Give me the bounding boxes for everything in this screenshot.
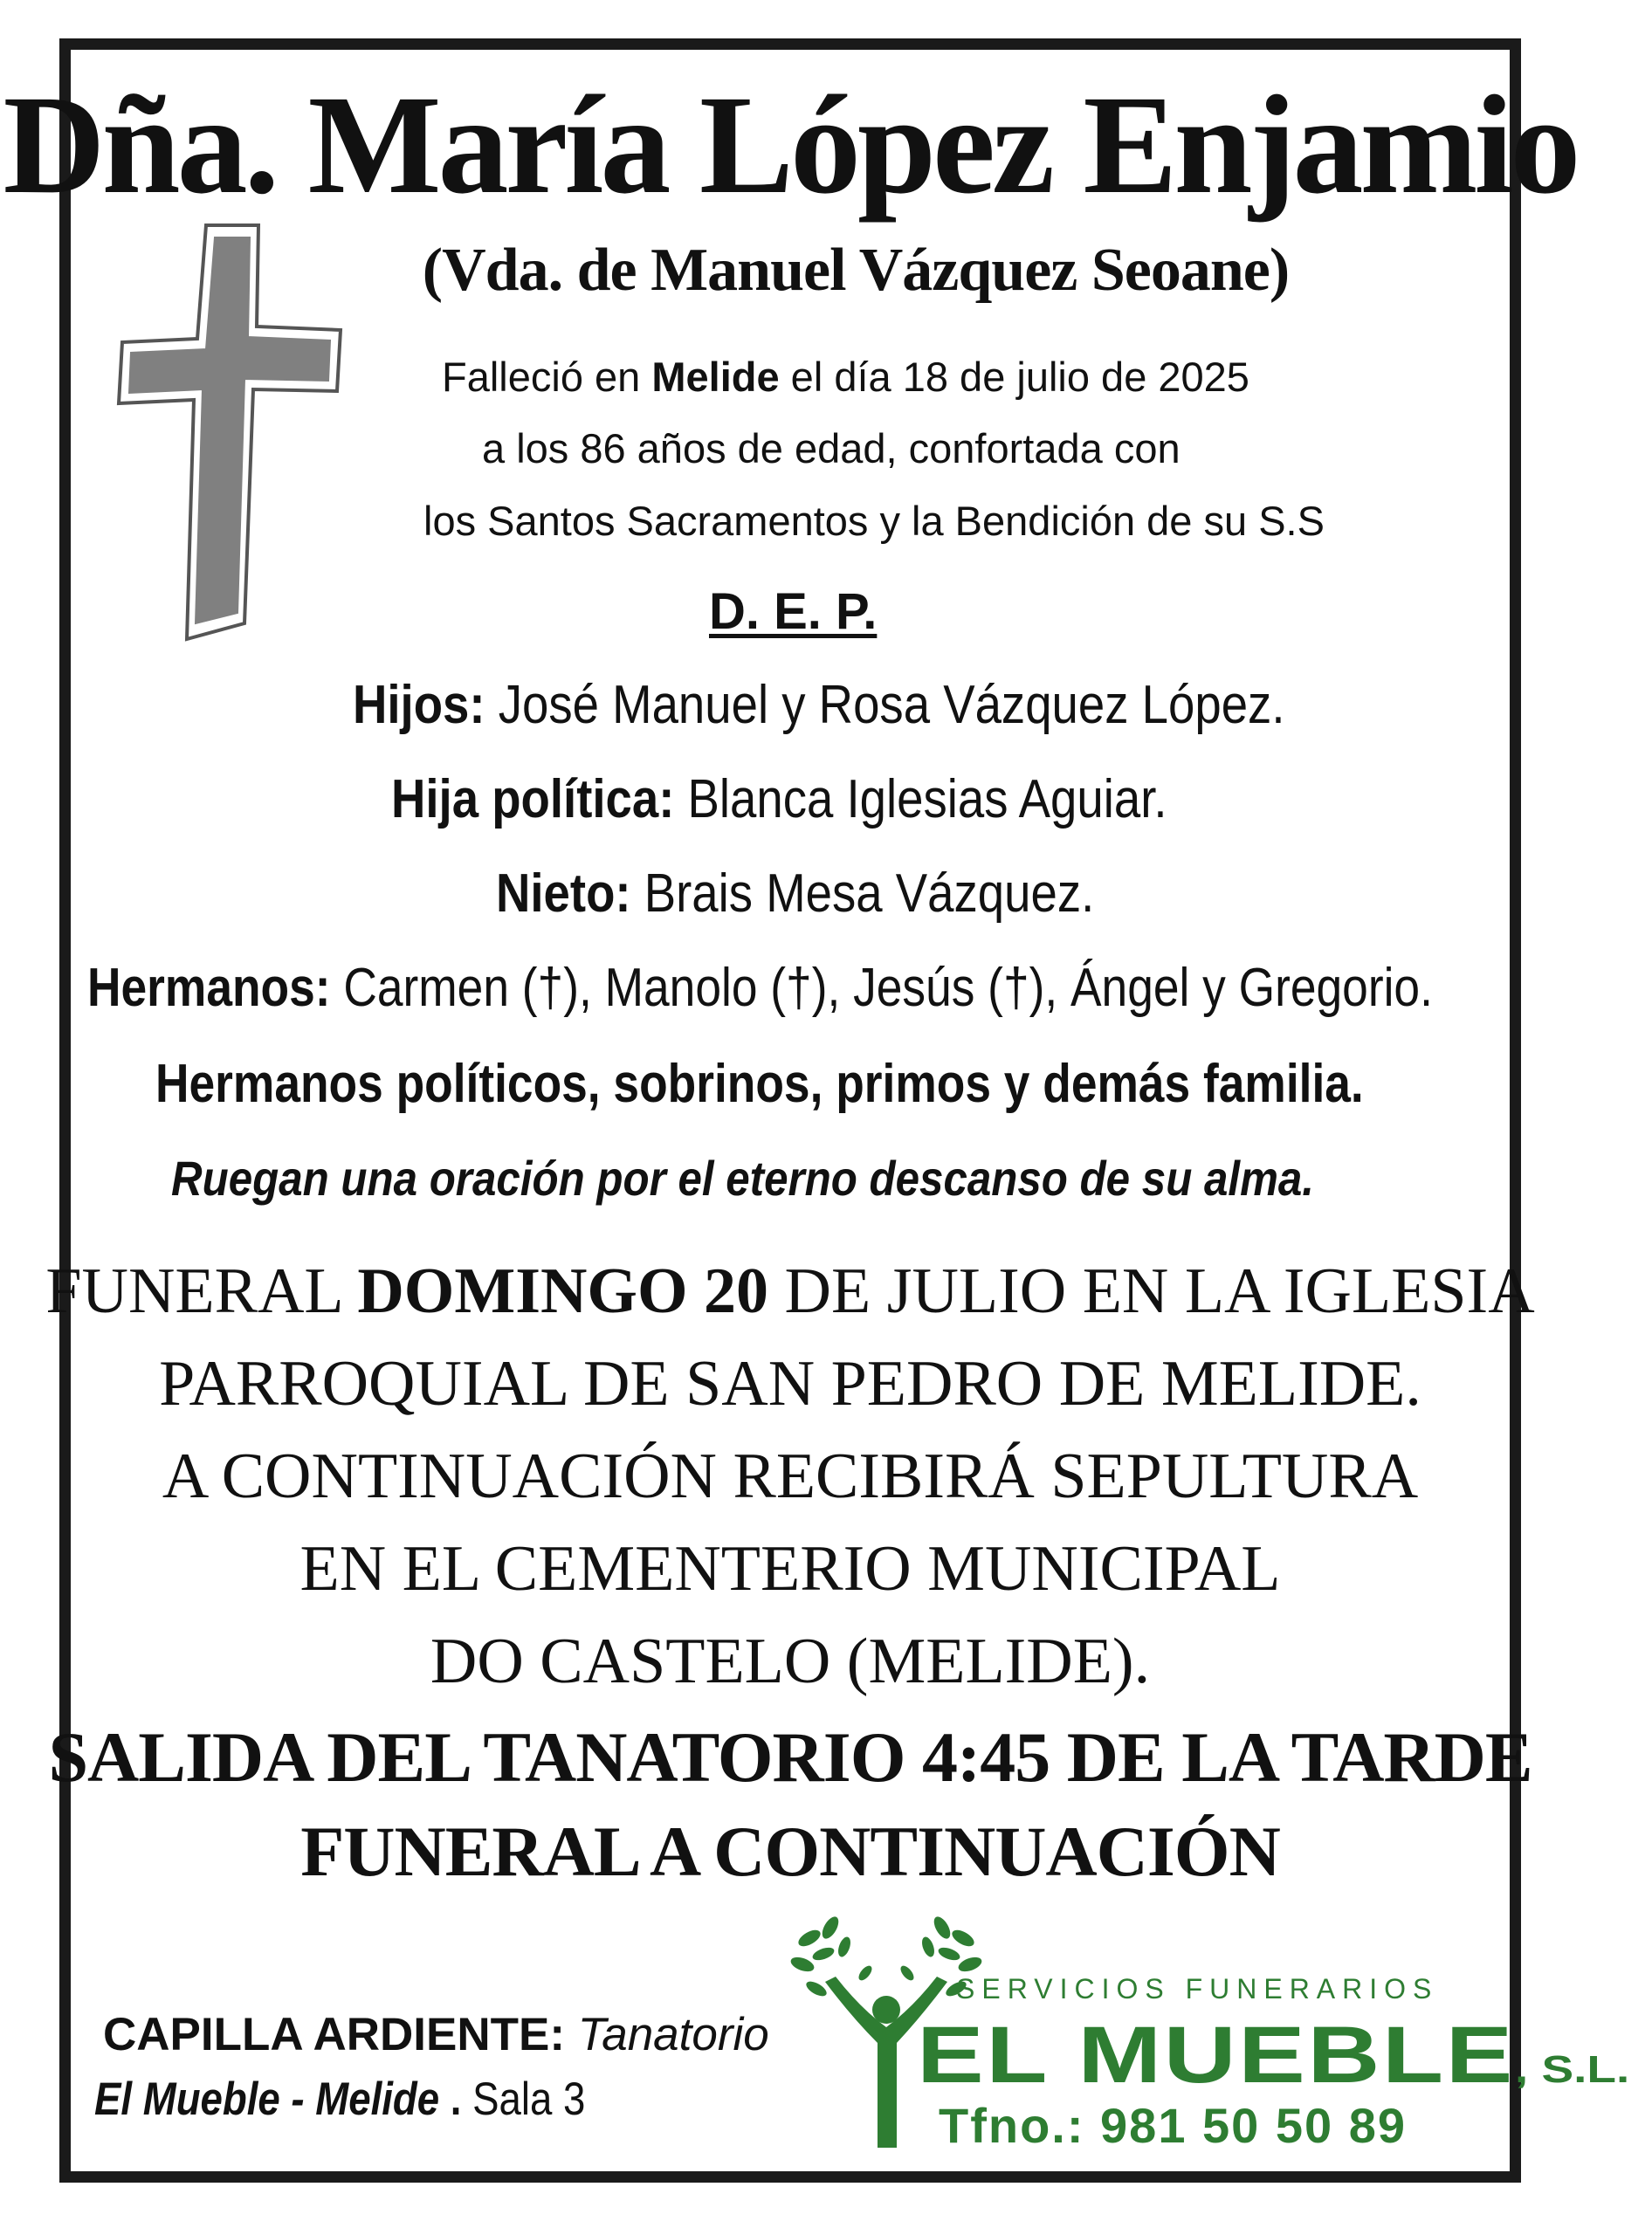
chapel-place: Tanatorio	[565, 2009, 769, 2060]
chapel-line-1	[103, 2008, 769, 2061]
logo-phone: Tfno.: 981 50 50 89	[939, 2098, 1408, 2153]
children-names: José Manuel y Rosa Vázquez López.	[485, 675, 1285, 735]
other-family: Hermanos políticos, sobrinos, primos y demás familia.	[155, 1054, 1364, 1114]
prayer-text: Ruegan una oración por el eterno descanso de su alma.	[171, 1151, 1314, 1206]
siblings-line	[87, 957, 1652, 1019]
death-line-1	[442, 354, 1249, 401]
logo-name	[917, 2010, 1630, 2101]
departure-time: SALIDA DEL TANATORIO 4:45 DE LA TARDE	[48, 1717, 1532, 1797]
logo-name-text: EL MUEBLE	[917, 2011, 1515, 2100]
funeral-l1-c: DE JULIO EN LA IGLESIA	[768, 1255, 1535, 1327]
logo-services: SERVICIOS FUNERARIOS	[956, 1973, 1439, 2005]
other-family-line	[155, 1053, 1560, 1115]
funeral-line-3: A CONTINUACIÓN RECIBIRÁ SEPULTURA	[162, 1441, 1419, 1512]
grandson-name: Brais Mesa Vázquez.	[630, 863, 1095, 924]
daughter-in-law-name: Blanca Iglesias Aguiar.	[674, 769, 1167, 829]
chapel-place-2: El Mueble - Melide	[94, 2073, 440, 2125]
funeral-line-2: PARROQUIAL DE SAN PEDRO DE MELIDE.	[159, 1348, 1421, 1420]
death-place: Melide	[651, 354, 780, 400]
children-line	[353, 674, 1412, 736]
grandson-line	[496, 863, 1176, 925]
death-line-3: los Santos Sacramentos y la Bendición de su S.S	[423, 498, 1325, 544]
funeral-line-4: EN EL CEMENTERIO MUNICIPAL	[299, 1533, 1281, 1605]
daughter-in-law-line	[391, 768, 1273, 830]
funeral-l1-a: FUNERAL	[45, 1255, 358, 1327]
widow-of: (Vda. de Manuel Vázquez Seoane)	[422, 237, 1290, 304]
dep: D. E. P.	[709, 583, 878, 640]
funeral-after: FUNERAL A CONTINUACIÓN	[300, 1812, 1280, 1891]
death-line-2: a los 86 años de edad, confortada con	[482, 425, 1180, 471]
prayer-line	[171, 1151, 1470, 1207]
chapel-label: CAPILLA ARDIENTE:	[103, 2009, 565, 2060]
funeral-line-1	[0, 1255, 1580, 1327]
daughter-in-law-label: Hija política:	[391, 769, 675, 829]
grandson-label: Nieto:	[496, 863, 631, 924]
siblings-names: Carmen (†), Manolo (†), Jesús (†), Ángel y Gregorio.	[330, 958, 1433, 1018]
funeral-home-logo	[790, 1912, 1630, 2153]
funeral-date: DOMINGO 20	[357, 1255, 769, 1327]
funeral-line-5: DO CASTELO (MELIDE).	[430, 1626, 1151, 1697]
deceased-name: Dña. María López Enjamio	[3, 67, 1578, 224]
death-text-b: el día 18 de julio de 2025	[779, 354, 1249, 400]
chapel-dot: .	[439, 2073, 462, 2125]
death-text-a: Falleció en	[442, 354, 652, 400]
logo-suffix: , S.L.	[1514, 2048, 1630, 2091]
chapel-room: Sala 3	[461, 2073, 586, 2125]
children-label: Hijos:	[353, 675, 485, 735]
siblings-label: Hermanos:	[87, 958, 331, 1018]
chapel-line-2	[94, 2073, 665, 2126]
